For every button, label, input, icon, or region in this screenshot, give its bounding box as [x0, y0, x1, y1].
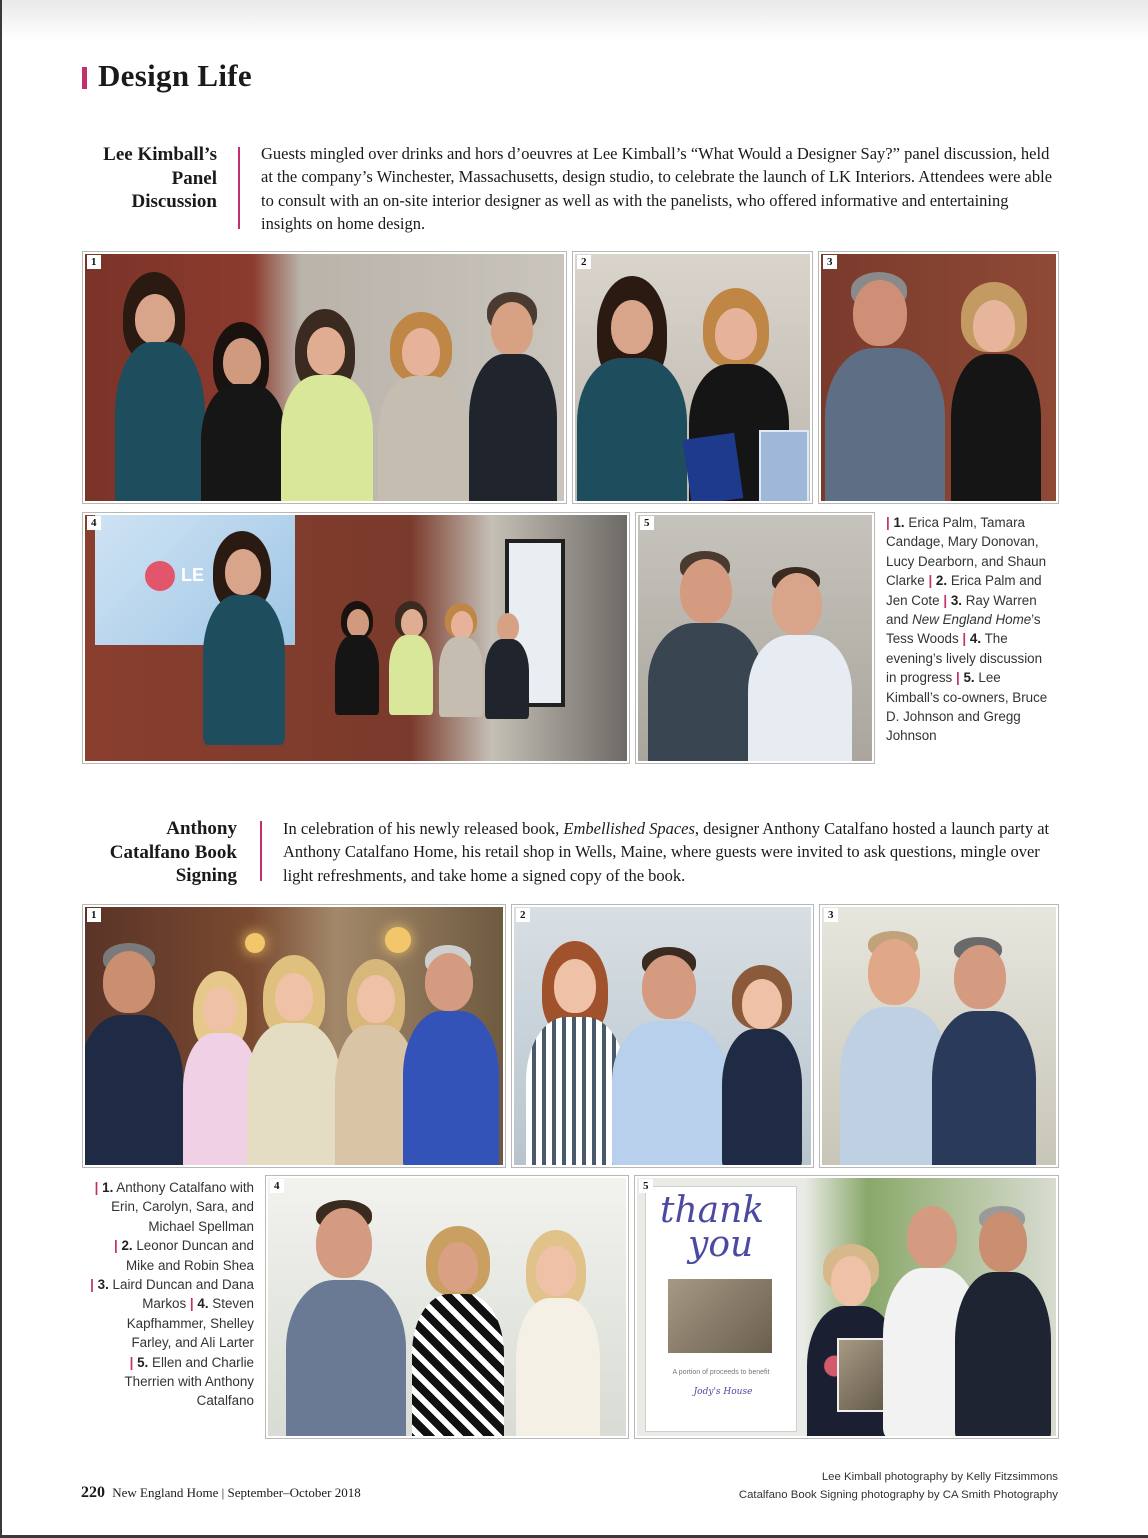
photo-number: 2 — [516, 908, 530, 922]
event-2-title-line: Anthony — [166, 818, 237, 839]
event-1-photo-1 — [82, 251, 567, 504]
event-1-photo-4 — [82, 512, 630, 764]
photo-number: 1 — [87, 255, 101, 269]
book-cover-image — [668, 1279, 772, 1353]
section-title: Design Life — [98, 58, 252, 93]
event-1-title-rule — [238, 147, 240, 229]
photo-number: 1 — [87, 908, 101, 922]
event-2-photo-4 — [265, 1175, 629, 1439]
event-1-title — [60, 143, 217, 214]
event-2-photo-1 — [82, 904, 506, 1168]
sign-logo-text: Jody's House — [693, 1387, 753, 1397]
photo-credit-line: Lee Kimball photography by Kelly Fitzsimmons — [821, 1471, 1058, 1483]
photo-credits — [739, 1468, 1058, 1504]
magazine-issue: New England Home | September–October 2018 — [112, 1485, 361, 1500]
event-1-description: Guests mingled over drinks and hors d’oeuvres at Lee Kimball’s “What Would a Designer Say?” panel discussion, held at the company’s Winchester, Massachusetts, design studio, to celebrate the launch of LK Interiors. Attendees were able to consult with an on-site interior designer as well as with the panelists, who offered informative and entertaining insights on home design. — [261, 144, 1053, 233]
event-2-description: In celebration of his newly released book, Embellished Spaces, designer Anthony Catalfano hosted a launch party at Anthony Catalfano Home, his retail shop in Wells, Maine, where guests were invited to ask questions, mingle over light refreshments, and take home a signed copy of the book. — [283, 819, 1050, 885]
event-2-captions: | 1. Anthony Catalfano with Erin, Carolyn, Sara, and Michael Spellman | 2. Leonor Duncan and Mike and Robin Shea | 3. Laird Duncan and Dana Markos | 4. Steven Kapfhammer, Shelley Farley, and Ali Larter | 5. Ellen and Charlie Therrien with Anthony Catalfano — [90, 1180, 254, 1409]
event-1-title-line: Lee Kimball’s — [103, 144, 217, 165]
event-1-photo-5 — [635, 512, 875, 764]
photo-number: 2 — [577, 255, 591, 269]
sign-fine-print: A portion of proceeds to benefit — [672, 1369, 770, 1376]
event-1-title-line: Discussion — [131, 191, 217, 212]
page-top-shade — [0, 0, 1148, 40]
thank-you-sign — [645, 1186, 797, 1432]
photo-number: 4 — [270, 1179, 284, 1193]
event-1-captions: | 1. Erica Palm, Tamara Candage, Mary Donovan, Lucy Dearborn, and Shaun Clarke | 2. Erica Palm and Jen Cote | 3. Ray Warren and New England Home’s Tess Woods | 4. The evening’s lively discussion in progress | 5. Lee Kimball’s co-owners, Bruce D. Johnson and Gregg Johnson — [886, 515, 1048, 744]
photo-number: 3 — [823, 255, 837, 269]
page-footer — [81, 1484, 361, 1502]
page-edge-left — [0, 0, 2, 1538]
photo-number: 5 — [640, 516, 654, 530]
event-1-photo-3 — [818, 251, 1059, 504]
sign-thank-text: thank — [660, 1190, 765, 1231]
sign-you-text: you — [688, 1224, 754, 1265]
event-2-photo-3 — [819, 904, 1059, 1168]
photo-number: 3 — [824, 908, 838, 922]
event-2-title-line: Catalfano Book — [109, 841, 237, 863]
photo-number: 4 — [87, 516, 101, 530]
event-2-title-rule — [260, 821, 262, 881]
photo-number: 5 — [639, 1179, 653, 1193]
event-2-photo-2 — [511, 904, 814, 1168]
event-2-title-line: Signing — [175, 865, 237, 886]
event-1-photo-2 — [572, 251, 813, 504]
photo-credit-line: Catalfano Book Signing photography by CA Smith Photography — [738, 1489, 1058, 1501]
event-1-title-line: Panel — [171, 167, 217, 189]
page-number: 220 — [81, 1484, 105, 1501]
screen-logo-text: LE — [181, 565, 205, 585]
event-2-title — [60, 817, 237, 888]
event-2-photo-5 — [634, 1175, 1059, 1439]
